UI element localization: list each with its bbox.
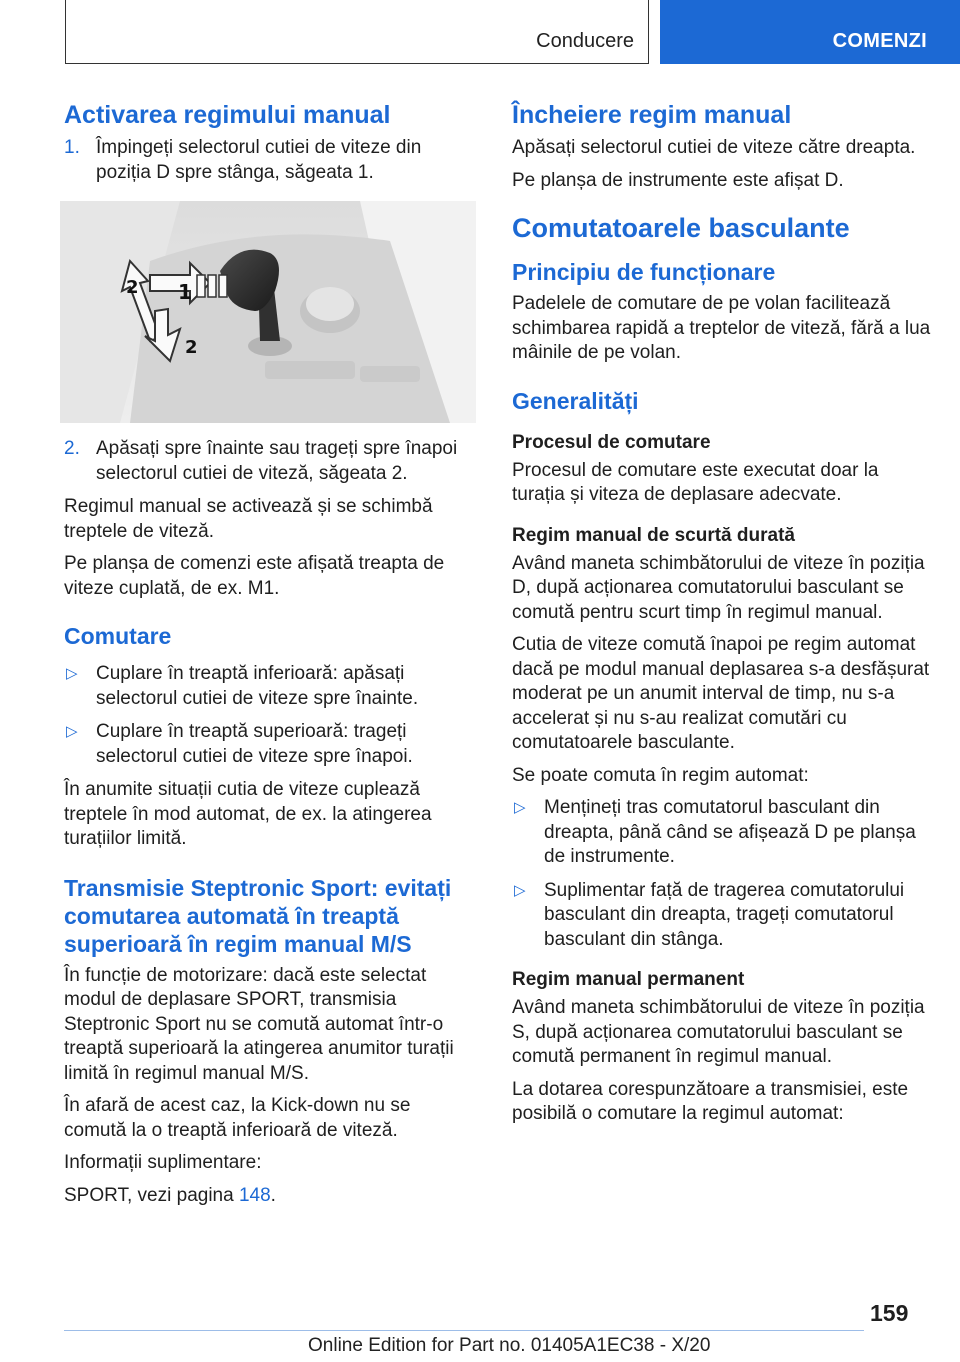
paragraph: Pe planșa de comenzi este afișată treapta de viteze cuplată, de ex. M1. <box>64 553 445 599</box>
heading-activare: Activarea regimului manual <box>64 101 391 129</box>
reference-text: SPORT, vezi pagina <box>64 1184 239 1206</box>
paragraph: Pe planșa de instrumente este afișat D. <box>512 169 844 191</box>
bullet-text: Cuplare în treaptă inferioară: apăsați selectorul cutiei de viteze spre înainte. <box>96 663 419 709</box>
right-column <box>512 100 932 1135</box>
triangle-right-icon: ▷ <box>514 799 526 816</box>
triangle-right-icon: ▷ <box>514 881 526 899</box>
triangle-right-icon: ▷ <box>66 723 78 740</box>
paragraph: Se poate comuta în regim automat: <box>512 764 809 786</box>
step-number: 2. <box>64 438 80 459</box>
paragraph: Procesul de comutare este executat doar la turația și viteza de deplasare adecvate. <box>512 459 879 505</box>
arrow-label-2a: 2 <box>126 277 139 298</box>
step-number: 1. <box>64 137 80 158</box>
step-2 <box>64 437 476 486</box>
triangle-right-icon: ▷ <box>66 665 78 682</box>
paragraph: Padelele de comutare de pe volan facilitează schimbarea rapidă a treptelor de viteză, fără a lua mâinile de pe volan. <box>512 293 931 363</box>
heading-comutatoare: Comutatoarele basculante <box>512 213 850 243</box>
gear-selector-illustration <box>60 201 476 423</box>
page-number: 159 <box>870 1300 909 1326</box>
header-chapter-title: COMENZI <box>832 30 927 52</box>
paragraph: În anumite situații cutia de viteze cuplează treptele în mod automat, de ex. la atingerea turațiilor limită. <box>64 779 432 849</box>
reference-suffix: . <box>270 1184 276 1206</box>
bullet-text: Mențineți tras comutatorul basculant din dreapta, până când se afișează D pe planșa de instrumente. <box>544 797 916 867</box>
step-text: Apăsați spre înainte sau trageți spre înapoi selectorul cutiei de viteză, săgeata 2. <box>96 438 458 484</box>
heading-comutare: Comutare <box>64 623 172 649</box>
paragraph: Având maneta schimbătorului de viteze în poziția D, după acționarea comutatorului basculant se comută pentru scurt timp în regimul manual. <box>512 552 925 623</box>
arrow-label-1: 1 <box>178 280 192 304</box>
page-link[interactable]: 148 <box>238 1184 271 1206</box>
heading-generalitati: Generalități <box>512 387 639 414</box>
paragraph: Cutia de viteze comută înapoi pe regim automat dacă pe modul manual deplasarea s-a desfășurat moderat pe un anumit interval de timp, nu s-a accelerat și nu s-au realizat comutări cu comutatoarele basculante. <box>512 634 930 753</box>
arrow-label-2b: 2 <box>185 337 198 358</box>
paragraph: În afară de acest caz, la Kick-down nu se comută la o treaptă inferioară de viteză. <box>64 1095 411 1141</box>
bullet-item <box>64 662 476 711</box>
step-text: Împingeți selectorul cutiei de viteze din poziția D spre stânga, săgeata 1. <box>96 137 422 183</box>
subheading-permanent: Regim manual permanent <box>512 969 745 990</box>
subheading-procesul: Procesul de comutare <box>512 431 711 453</box>
paragraph: În funcție de motorizare: dacă este selectat modul de deplasare SPORT, transmisia Steptronic Sport nu se comută automat într-o treaptă superioară la atingerea anumitor turații limită în regimul manual M/S. <box>64 964 454 1084</box>
bullet-item <box>64 720 476 769</box>
paragraph-reference <box>64 1184 476 1209</box>
footer-edition: Online Edition for Part no. 01405A1EC38 - X/20 <box>308 1335 711 1356</box>
bullet-item <box>512 879 932 953</box>
left-column <box>64 100 476 1216</box>
header-chapter-tab <box>660 0 960 64</box>
header-section-title: Conducere <box>536 30 634 52</box>
paragraph: La dotarea corespunzătoare a transmisiei, este posibilă o comutare la regimul automat: <box>512 1078 909 1124</box>
step-1 <box>64 136 476 185</box>
footer-divider <box>64 1330 864 1331</box>
subheading-scurta: Regim manual de scurtă durată <box>512 524 795 546</box>
heading-incheiere: Încheiere regim manual <box>512 101 792 129</box>
paragraph: Având maneta schimbătorului de viteze în poziția S, după acționarea comutatorului basculant se comută permanent în regimul manual. <box>512 997 925 1067</box>
bullet-text: Cuplare în treaptă superioară: trageți selectorul cutiei de viteze spre înapoi. <box>96 721 413 767</box>
paragraph: Regimul manual se activează și se schimbă treptele de viteză. <box>64 496 433 542</box>
paragraph: Apăsați selectorul cutiei de viteze către dreapta. <box>512 137 916 158</box>
header-section-tab <box>65 0 649 64</box>
paragraph: Informații suplimentare: <box>64 1152 262 1173</box>
heading-steptronic: Transmisie Steptronic Sport: evitați comutarea automată în treaptă superioară în regim manual M/S <box>64 874 452 957</box>
bullet-item <box>512 796 932 870</box>
heading-principiu: Principiu de funcționare <box>512 259 776 285</box>
bullet-text: Suplimentar față de tragerea comutatorului basculant din dreapta, trageți comutatorul basculant din stânga. <box>544 879 905 950</box>
